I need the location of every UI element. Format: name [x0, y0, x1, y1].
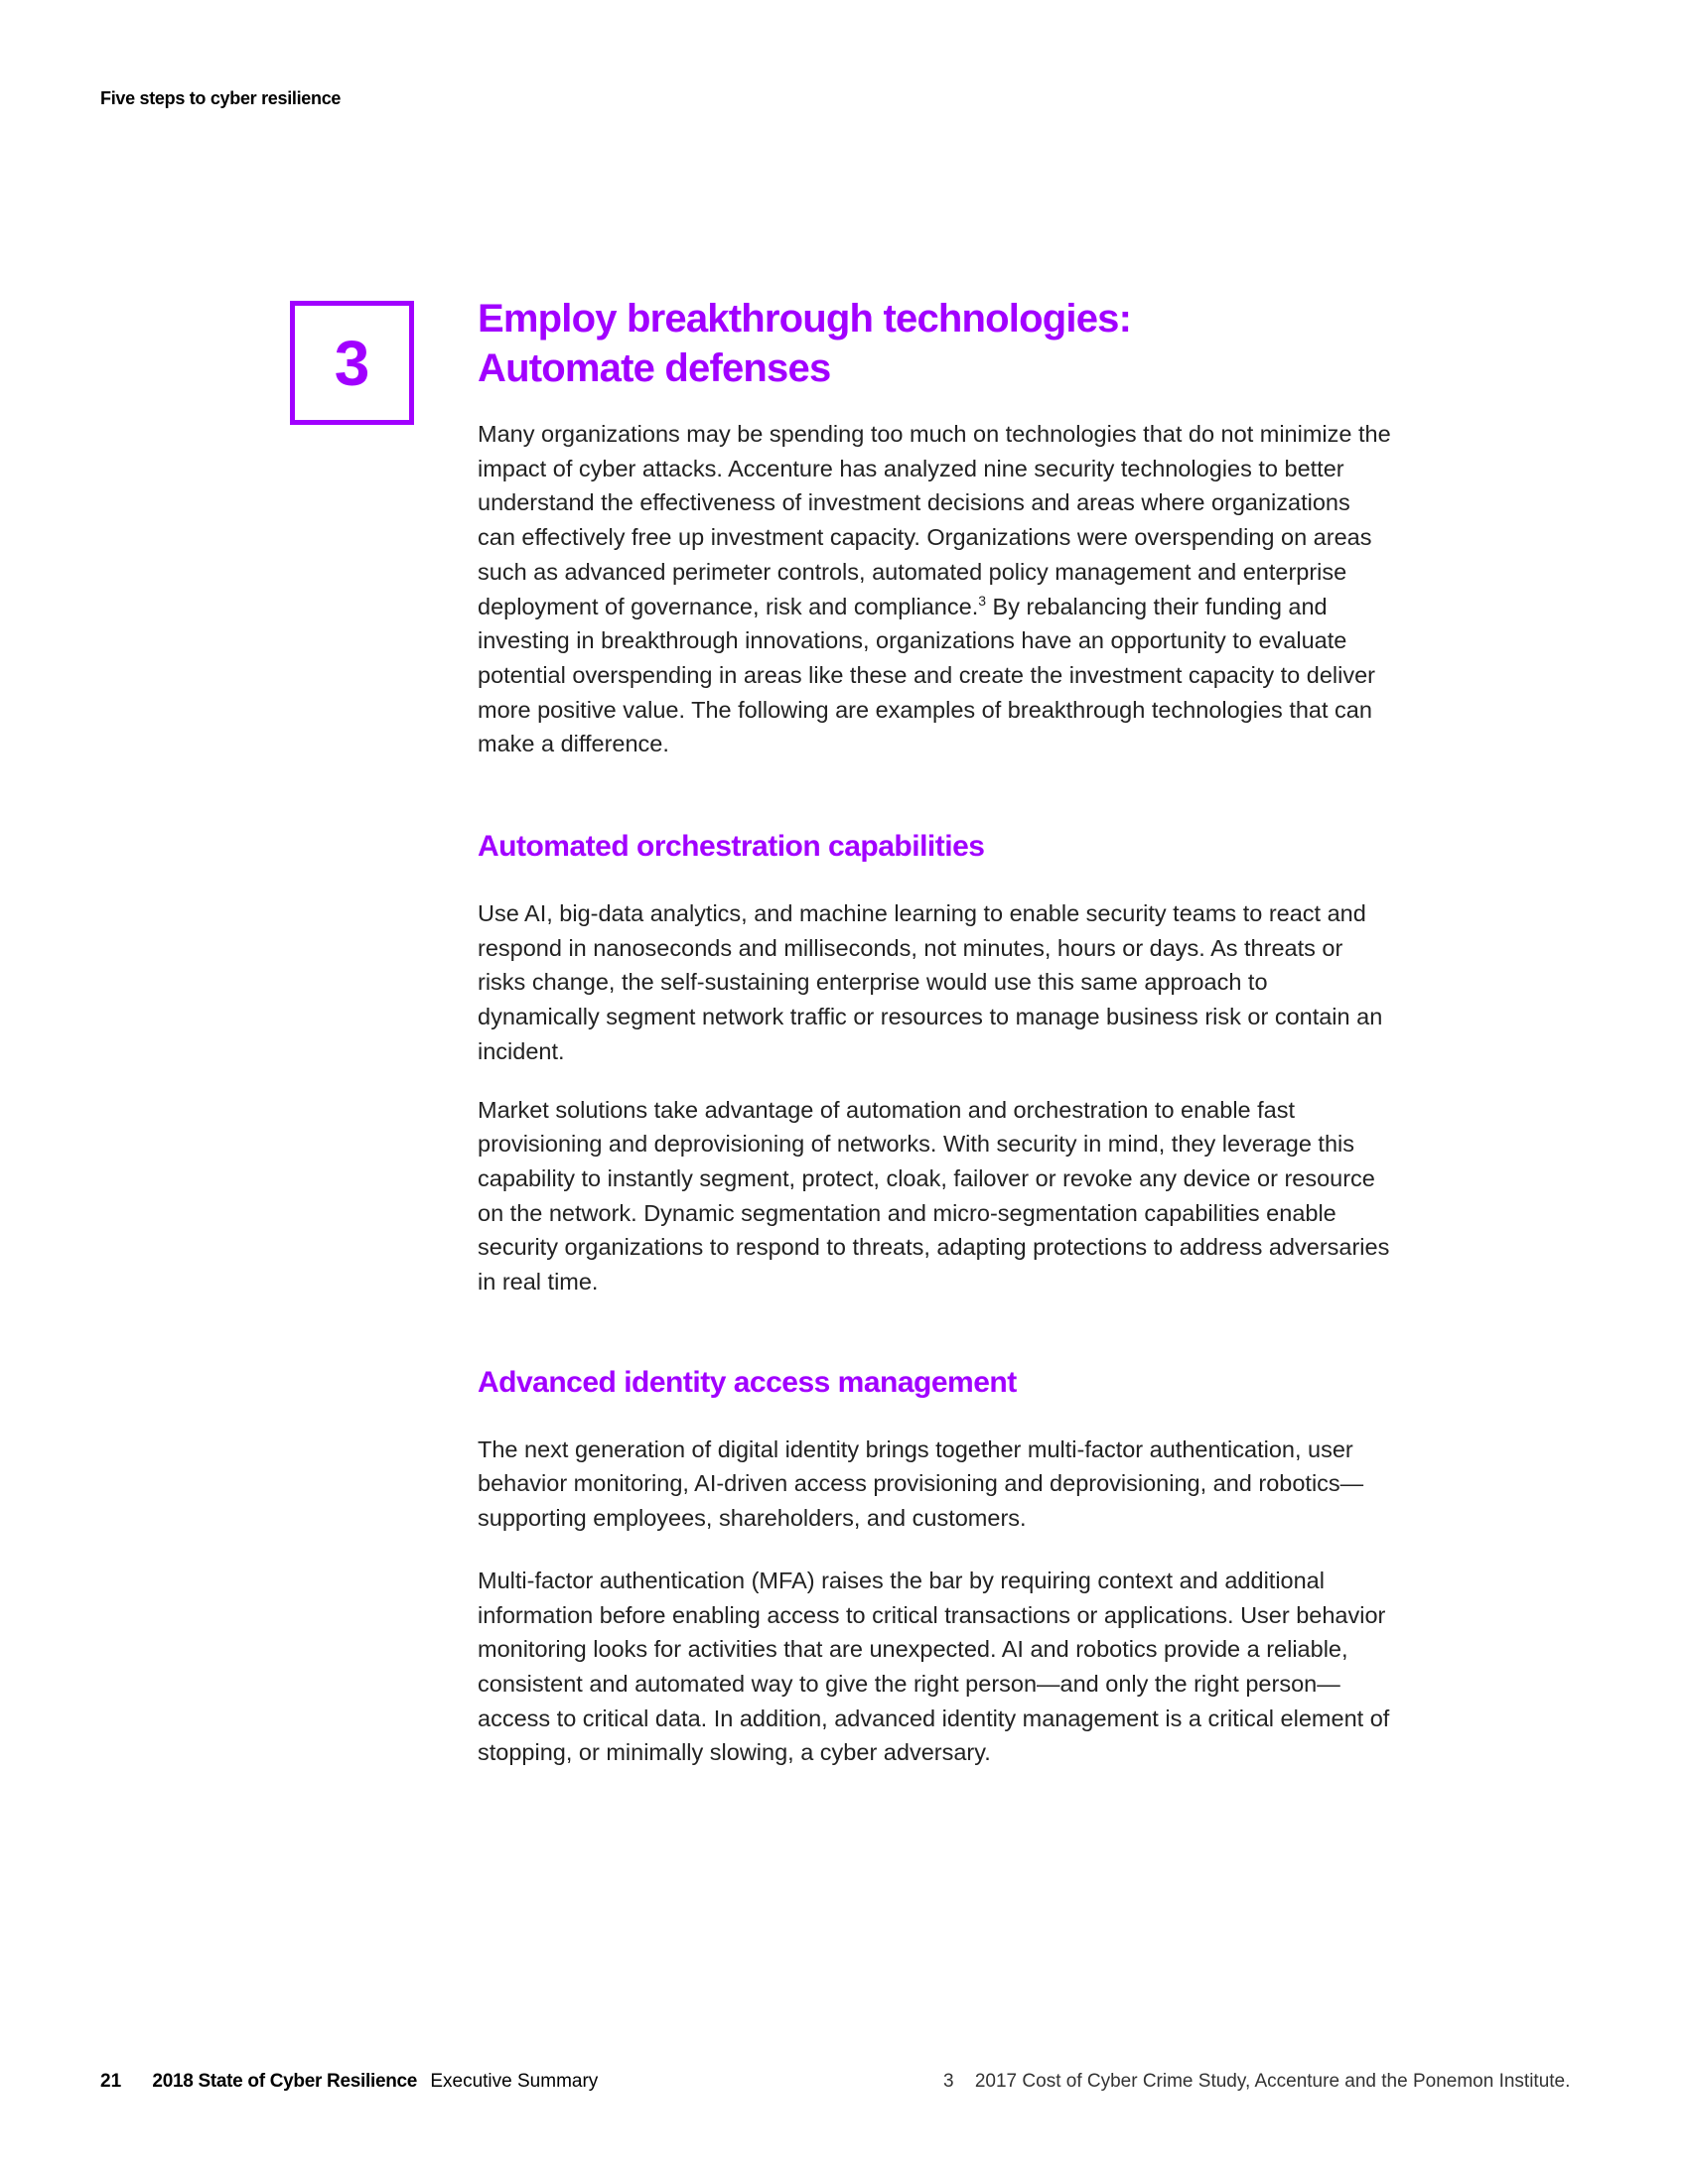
report-subtitle: Executive Summary: [430, 2071, 599, 2092]
step-number: 3: [334, 327, 370, 399]
page-number: 21: [100, 2071, 122, 2092]
step-title-line-2: Automate defenses: [478, 346, 831, 390]
step-number-box: [290, 301, 414, 425]
identity-paragraph-2: Multi-factor authentication (MFA) raises the bar by requiring context and additional information before enabling access to critical transactions or applications. User behavior monitoring looks for activities that are unexpected. AI and robotics provide a reliable, consistent and automated way to give the right person—and only the right person—access to critical data. In addition, advanced identity management is a critical element of stopping, or minimally slowing, a cyber adversary.: [478, 1567, 1390, 1766]
intro-text-part-1: Many organizations may be spending too much on technologies that do not minimize the impact of cyber attacks. Accenture has analyzed nine security technologies to better understand the effectiveness of investment decisions and areas where organizations can effectively free up investment capacity. Organizations were overspending on areas such as advanced perimeter controls, automated policy management and enterprise deployment of governance, risk and compliance.: [478, 421, 1391, 619]
running-header-title: Five steps to cyber resilience: [100, 88, 342, 108]
intro-text-part-2: By rebalancing their funding and investing in breakthrough innovations, organizations have an opportunity to evaluate potential overspending in areas like these and create the investment capacity to deliver more positive value. The following are examples of breakthrough technologies that can make a difference.: [478, 593, 1375, 757]
page-footer: [100, 2071, 598, 2093]
footnote-text: 2017 Cost of Cyber Crime Study, Accenture and the Ponemon Institute.: [974, 2071, 1571, 2092]
step-title: [478, 294, 1391, 393]
section-heading-identity: Advanced identity access management: [478, 1365, 1017, 1399]
footnote: [943, 2071, 1570, 2093]
orchestration-paragraph-2: Market solutions take advantage of automation and orchestration to enable fast provisioning and deprovisioning of networks. With security in mind, they leverage this capability to instantly segment, protect, cloak, failover or revoke any device or resource on the network. Dynamic segmentation and micro-segmentation capabilities enable security organizations to respond to threats, adapting protections to address adversaries in real time.: [478, 1096, 1390, 1296]
identity-paragraph-1: The next generation of digital identity brings together multi-factor authentication, user behavior monitoring, AI-driven access provisioning and deprovisioning, and robotics—supporting employees, shareholders, and customers.: [478, 1435, 1364, 1532]
footnote-reference: 3: [978, 592, 987, 609]
report-name: 2018 State of Cyber Resilience: [152, 2071, 418, 2092]
orchestration-paragraph-1: Use AI, big-data analytics, and machine learning to enable security teams to react and respond in nanoseconds and milliseconds, not minutes, hours or days. As threats or risks change, the self-sustaining enterprise would use this same approach to dynamically segment network traffic or resources to manage business risk or contain an incident.: [478, 900, 1383, 1064]
step-title-line-1: Employ breakthrough technologies:: [478, 297, 1132, 341]
footnote-number: 3: [943, 2071, 954, 2092]
section-heading-orchestration: Automated orchestration capabilities: [478, 830, 985, 864]
main-content: [478, 294, 1391, 1770]
intro-paragraph: [478, 417, 1391, 761]
